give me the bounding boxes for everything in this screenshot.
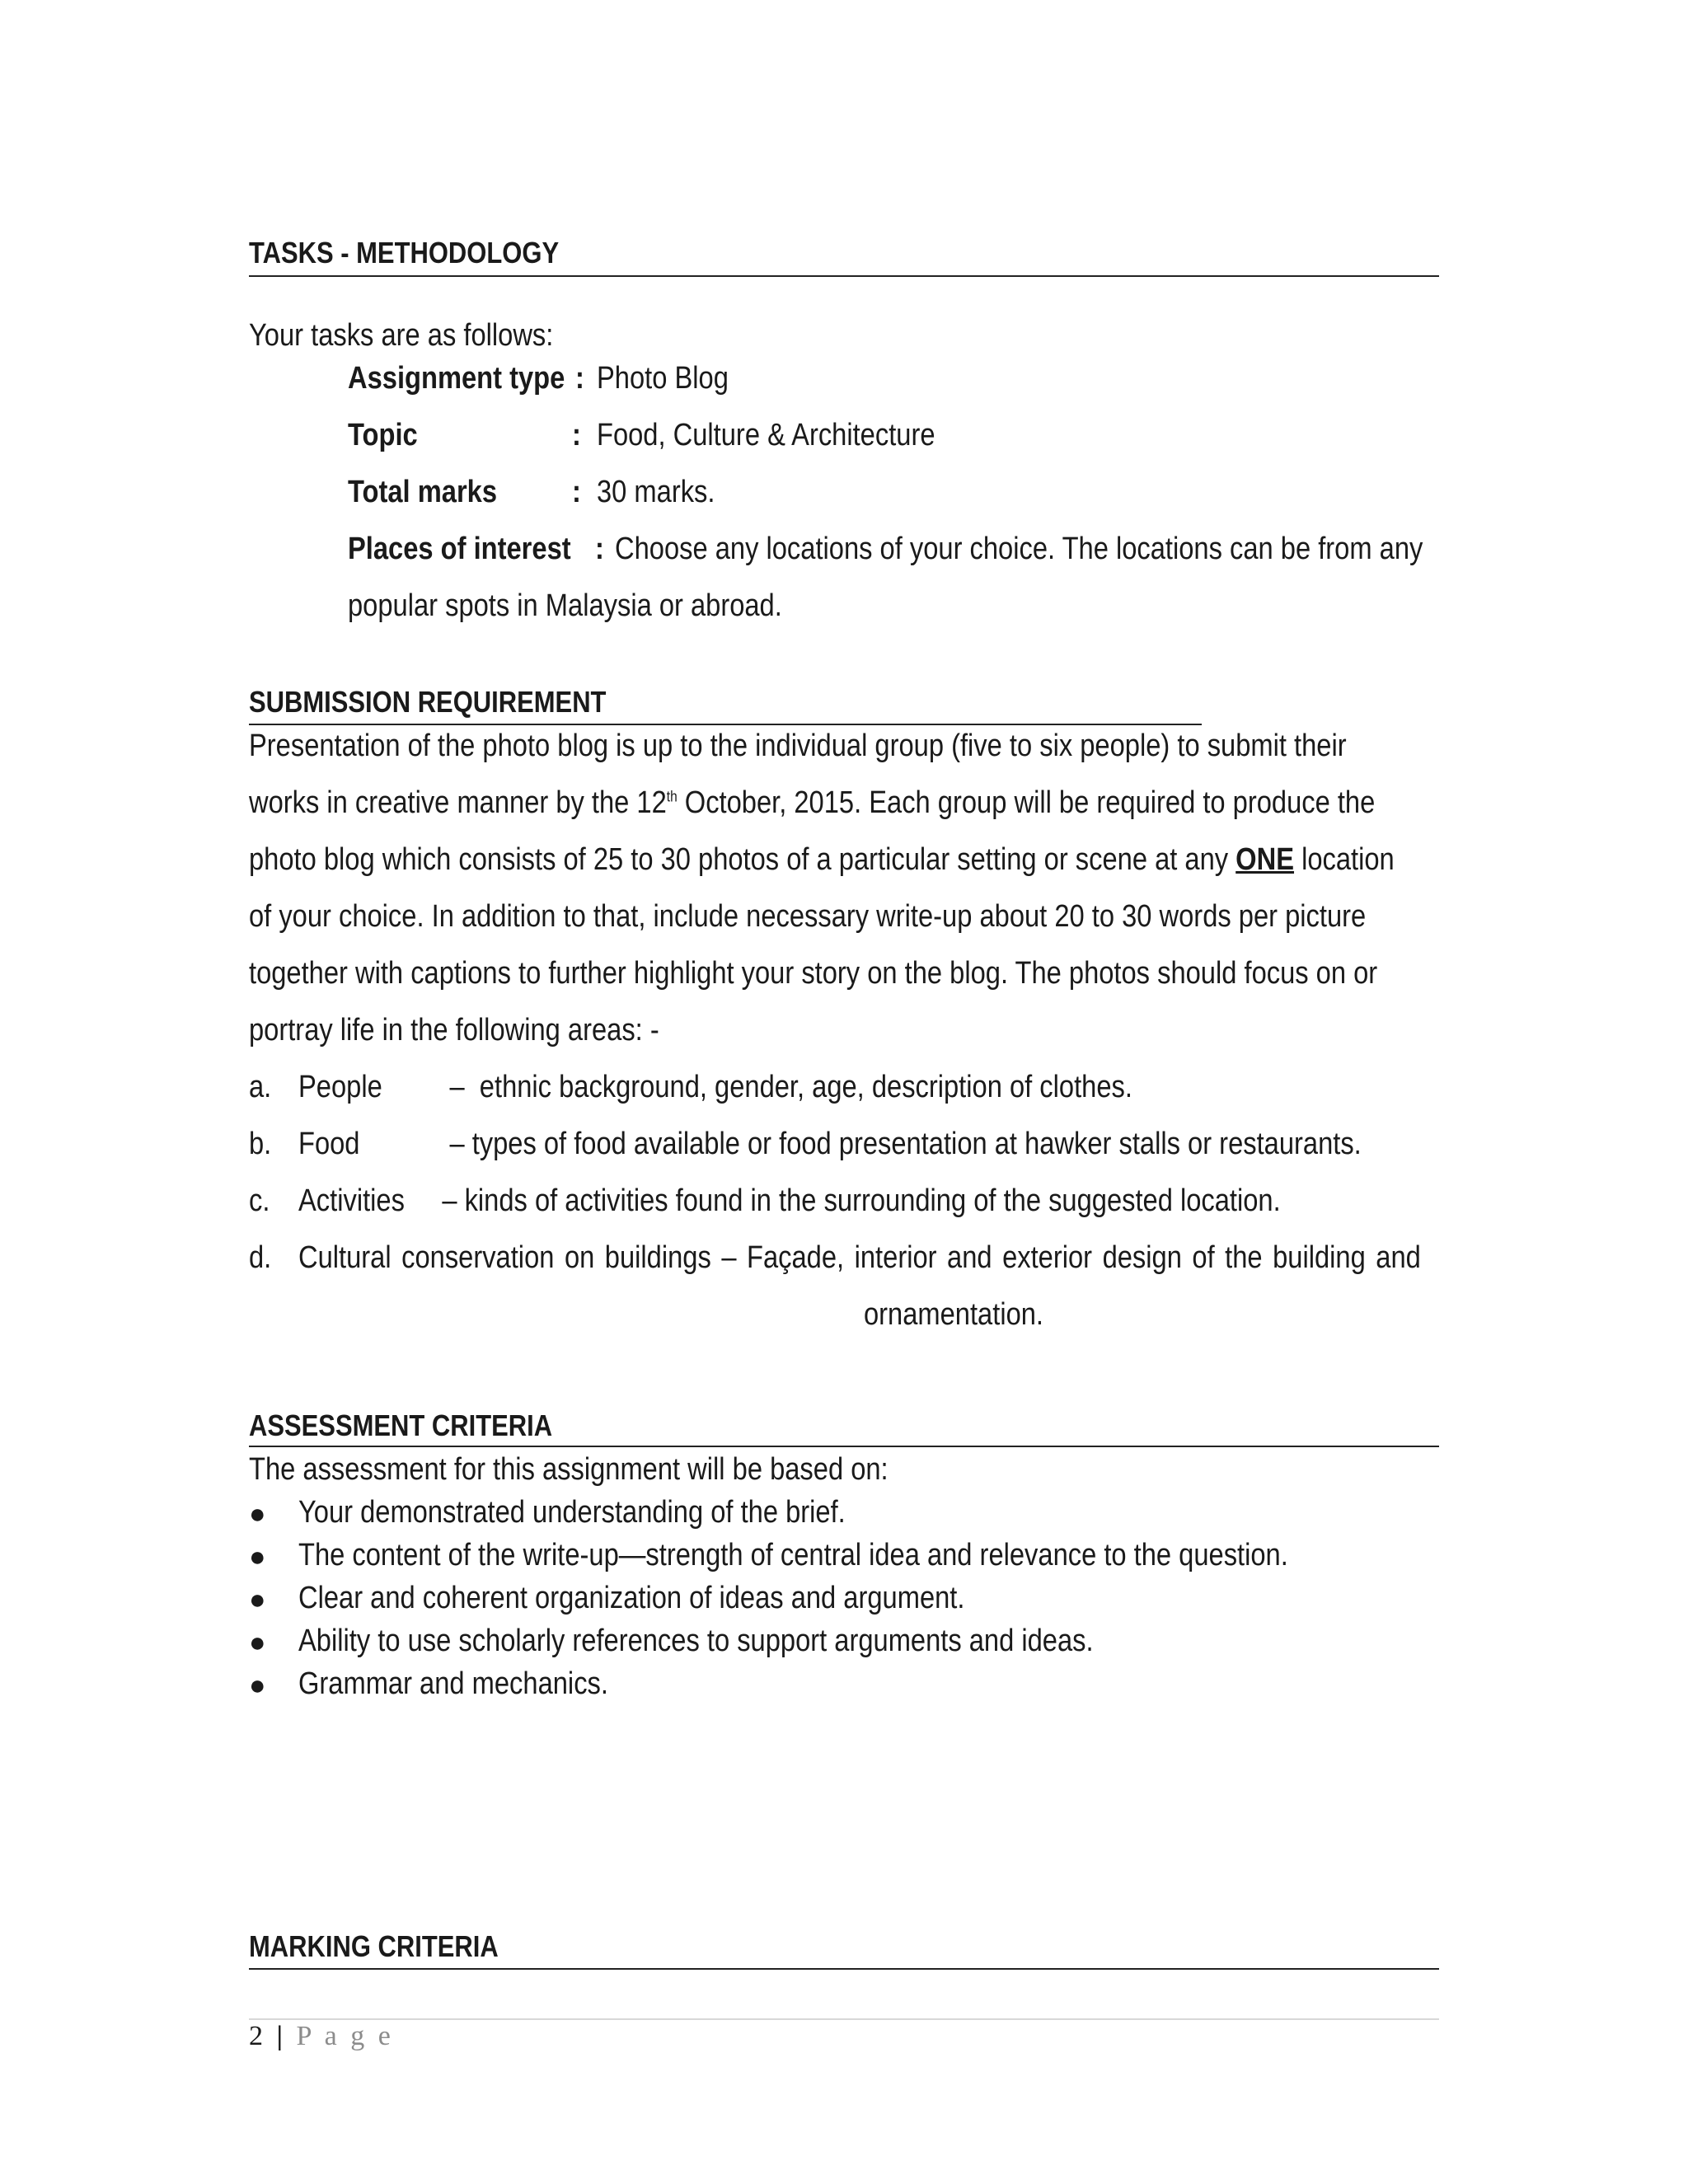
bullet-icon: ●	[249, 1627, 266, 1658]
topic-label: Topic	[348, 418, 418, 452]
area-letter-c: c.	[249, 1183, 270, 1218]
tasks-intro: Your tasks are as follows:	[249, 318, 554, 353]
ordinal-suffix: th	[666, 788, 678, 805]
assessment-heading-rule	[249, 1446, 1439, 1447]
tasks-heading: TASKS - METHODOLOGY	[249, 236, 560, 269]
page-separator: |	[276, 2021, 286, 2051]
marking-heading-rule	[249, 1968, 1439, 1970]
assessment-item: Ability to use scholarly references to support arguments and ideas.	[298, 1624, 1094, 1658]
assessment-item: Your demonstrated understanding of the brief.	[298, 1495, 846, 1530]
submission-line-5: together with captions to further highlight your story on the blog. The photos should focus on or	[249, 956, 1378, 991]
topic-colon: :	[572, 418, 581, 452]
assignment-type-colon: :	[575, 361, 584, 396]
area-item-food: Food – types of food available or food presentation at hawker stalls or restaurants.	[298, 1127, 1362, 1161]
assessment-intro: The assessment for this assignment will be based on:	[249, 1452, 889, 1487]
bullet-icon: ●	[249, 1670, 266, 1701]
area-item-d-continuation: ornamentation.	[864, 1297, 1044, 1332]
places-of-interest-label: Places of interest	[348, 532, 571, 566]
assessment-item: Clear and coherent organization of ideas and argument.	[298, 1581, 965, 1615]
area-item-activities: Activities – kinds of activities found in the surrounding of the suggested location.	[298, 1183, 1281, 1218]
submission-heading-rule	[249, 724, 1202, 725]
total-marks-value: 30 marks.	[597, 475, 715, 509]
assessment-item: The content of the write-up—strength of central idea and relevance to the question.	[298, 1538, 1288, 1572]
submission-line-6: portray life in the following areas: -	[249, 1013, 659, 1047]
topic-value: Food, Culture & Architecture	[597, 418, 935, 452]
marking-heading: MARKING CRITERIA	[249, 1929, 499, 1963]
emphasis-one: ONE	[1236, 842, 1295, 877]
submission-line-3: photo blog which consists of 25 to 30 photos of a particular setting or scene at any ONE location	[249, 842, 1395, 877]
page-number: 2	[249, 2021, 266, 2051]
assessment-heading: ASSESSMENT CRITERIA	[249, 1408, 553, 1442]
area-letter-d: d.	[249, 1240, 272, 1275]
assignment-type-value: Photo Blog	[597, 361, 729, 396]
bullet-icon: ●	[249, 1498, 266, 1530]
assessment-item: Grammar and mechanics.	[298, 1666, 608, 1701]
places-of-interest-colon: :	[595, 532, 604, 566]
submission-line-2: works in creative manner by the 12th October, 2015. Each group will be required to produce the	[249, 785, 1376, 820]
page-word: P a g e	[296, 2021, 394, 2051]
places-of-interest-continuation: popular spots in Malaysia or abroad.	[348, 588, 782, 623]
bullet-icon: ●	[249, 1584, 266, 1615]
total-marks-label: Total marks	[348, 475, 498, 509]
places-of-interest-value: Choose any locations of your choice. The locations can be from any	[615, 532, 1423, 566]
area-item-cultural-conservation: Cultural conservation on buildings – Façade, interior and exterior design of the building and	[298, 1240, 1421, 1275]
area-letter-b: b.	[249, 1127, 272, 1161]
tasks-heading-rule	[249, 275, 1439, 277]
total-marks-colon: :	[572, 475, 581, 509]
submission-line-4: of your choice. In addition to that, include necessary write-up about 20 to 30 words per picture	[249, 899, 1367, 934]
submission-heading: SUBMISSION REQUIREMENT	[249, 685, 607, 719]
bullet-icon: ●	[249, 1541, 266, 1572]
assignment-type-label: Assignment type	[348, 361, 565, 396]
area-letter-a: a.	[249, 1070, 272, 1104]
footer-rule	[249, 2018, 1439, 2020]
area-item-people: People – ethnic background, gender, age, description of clothes.	[298, 1070, 1132, 1104]
submission-line-1: Presentation of the photo blog is up to the individual group (five to six people) to submit their	[249, 729, 1347, 763]
page-footer	[249, 2021, 394, 2052]
